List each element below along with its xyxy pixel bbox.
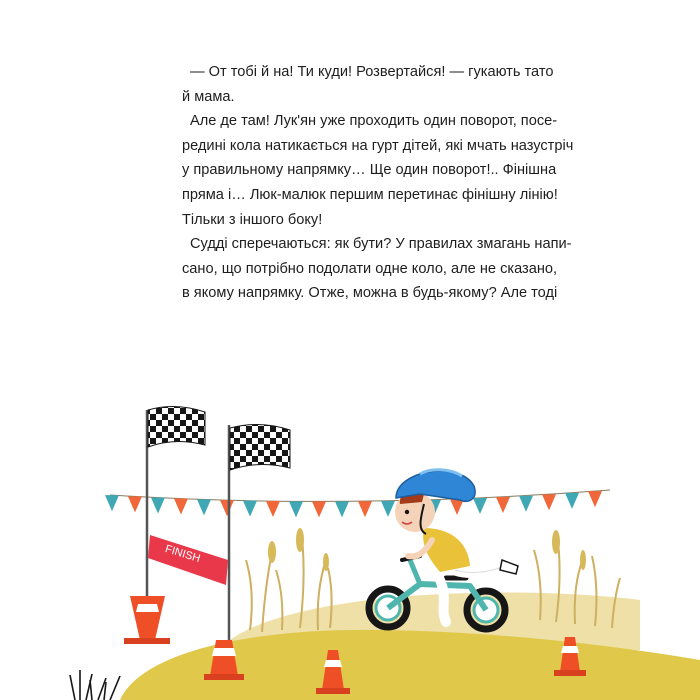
bunting-pennant (473, 498, 487, 514)
story-text (182, 60, 574, 306)
bunting-pennant (358, 501, 372, 517)
bunting-pennant (151, 498, 165, 514)
grass-tuft (70, 670, 120, 700)
bunting-pennant (243, 501, 257, 517)
bunting-pennant (565, 493, 579, 509)
bunting-pennant (335, 501, 349, 517)
text-line: редині кола натикається на гурт дітей, які мчать назустріч (182, 137, 574, 154)
finish-banner (148, 535, 228, 585)
kid-on-balance-bike (369, 470, 518, 629)
bunting-pennant (197, 499, 211, 515)
text-line: Судді сперечаються: як бути? У правилах змагань напи- (190, 236, 572, 253)
bunting-icon (105, 490, 610, 517)
checkered-flag-icon (147, 406, 205, 615)
traffic-cone-icon (124, 596, 170, 644)
text-line: Тільки з іншого боку! (182, 211, 323, 228)
bunting-pennant (542, 494, 556, 510)
bunting-pennant (266, 501, 280, 517)
text-line: у правильному напрямку… Ще один поворот!.. Фінішна (182, 162, 557, 179)
bunting-pennant (519, 496, 533, 512)
text-line: й мама. (182, 88, 235, 105)
bunting-pennant (289, 501, 303, 517)
bunting-pennant (312, 501, 326, 517)
text-line: пряма і… Люк-малюк першим перетинає фінішну лінію! (182, 186, 558, 203)
bunting-pennant (220, 500, 234, 516)
finish-banner-text: FINISH (163, 543, 202, 566)
checkered-flag-icon (229, 424, 290, 650)
text-line: — От тобі й на! Ти куди! Розвертайся! — гукають тато (190, 64, 554, 80)
text-line: сано, що потрібно подолати одне коло, але не сказано, (182, 260, 558, 277)
bunting-pennant (381, 501, 395, 517)
text-line: Але де там! Лук'ян уже проходить один поворот, посе- (190, 113, 558, 130)
bunting-pennant (105, 495, 119, 511)
bunting-pennant (588, 491, 602, 507)
bunting-pennant (174, 499, 188, 515)
bunting-pennant (128, 496, 142, 512)
race-illustration (0, 380, 700, 700)
text-line: в якому напрямку. Отже, можна в будь-якому? Але тоді (182, 285, 558, 302)
bunting-pennant (496, 497, 510, 513)
